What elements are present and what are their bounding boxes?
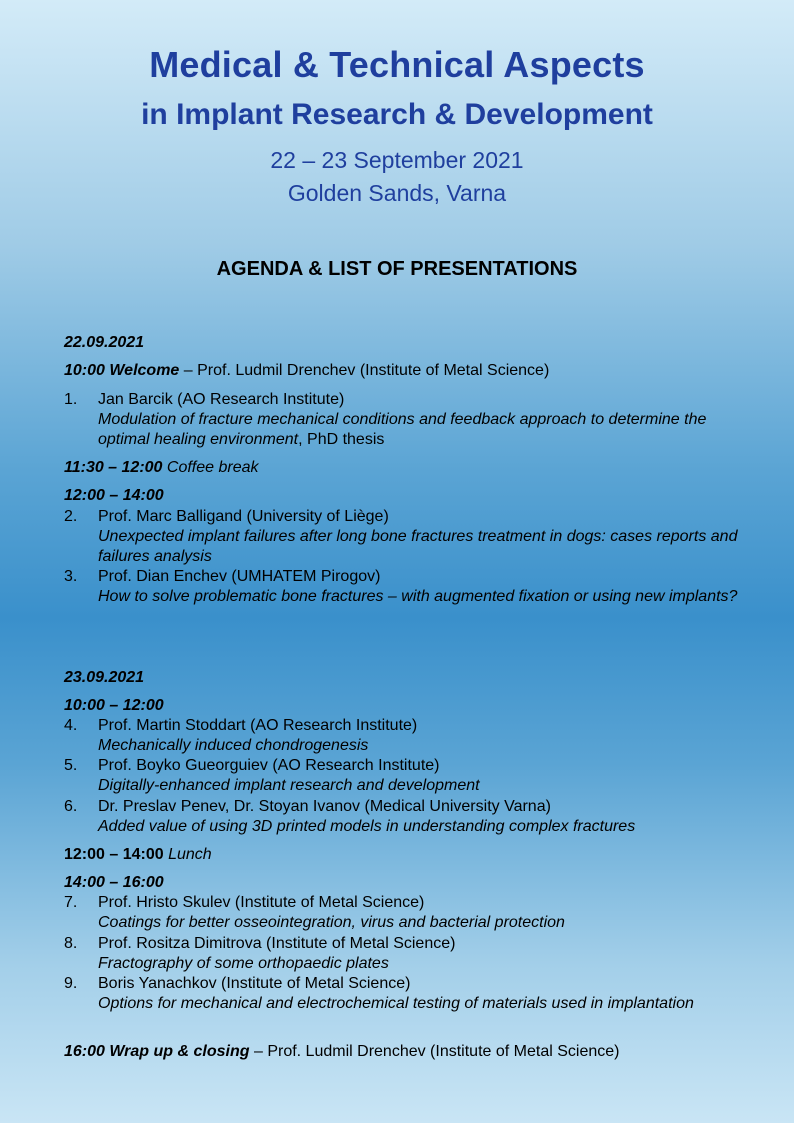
lunch-text: Lunch (163, 846, 212, 863)
welcome-line (64, 361, 549, 381)
presentation-speaker: Prof. Dian Enchev (UMHATEM Pirogov) (98, 568, 381, 585)
presentation-details (98, 390, 738, 450)
lunch-line (64, 845, 212, 865)
presentation-item (64, 893, 754, 933)
presentation-speaker: Jan Barcik (AO Research Institute) (98, 391, 345, 408)
presentation-details (98, 934, 738, 974)
presentation-number: 3. (64, 568, 78, 585)
presentation-details (98, 756, 738, 796)
presentation-item (64, 567, 754, 627)
presentation-item (64, 716, 754, 756)
presentation-title: Unexpected implant failures after long bone fractures treatment in dogs: cases reports and failures analysis (98, 528, 738, 565)
lunch-time: 12:00 – 14:00 (64, 846, 164, 863)
presentation-item (64, 974, 754, 1034)
presentation-number: 9. (64, 975, 78, 992)
presentation-title: Fractography of some orthopaedic plates (98, 955, 389, 972)
event-location: Golden Sands, Varna (287, 180, 507, 206)
presentation-speaker: Boris Yanachkov (Institute of Metal Science) (98, 975, 411, 992)
presentation-title: How to solve problematic bone fractures – with augmented fixation or using new implants? (98, 588, 738, 605)
presentation-title: Mechanically induced chondrogenesis (98, 737, 369, 754)
agenda-heading: AGENDA & LIST OF PRESENTATIONS (216, 258, 578, 280)
presentation-details (98, 893, 738, 933)
presentation-title: Digitally-enhanced implant research and development (98, 777, 480, 794)
presentation-item (64, 934, 754, 974)
coffee-text: Coffee break (162, 459, 259, 476)
coffee-break-line (64, 458, 259, 478)
presentation-details (98, 797, 738, 837)
presentation-title-tail: , PhD thesis (298, 431, 385, 448)
presentation-speaker: Prof. Boyko Gueorguiev (AO Research Institute) (98, 757, 440, 774)
presentation-number: 8. (64, 935, 78, 952)
presentation-speaker: Prof. Marc Balligand (University of Liège) (98, 508, 389, 525)
presentation-speaker: Prof. Martin Stoddart (AO Research Institute) (98, 717, 418, 734)
presentation-item (64, 797, 754, 837)
day1-date: 22.09.2021 (64, 334, 145, 351)
presentation-item (64, 507, 754, 567)
day2-slot2-time: 14:00 – 16:00 (64, 874, 164, 891)
presentation-details (98, 507, 738, 567)
presentation-title: Added value of using 3D printed models in understanding complex fractures (98, 818, 636, 835)
event-dates: 22 – 23 September 2021 (270, 147, 524, 173)
presentation-number: 2. (64, 508, 78, 525)
presentation-title: Modulation of fracture mechanical conditions and feedback approach to determine the optimal healing environment (98, 411, 707, 448)
presentation-speaker: Dr. Preslav Penev, Dr. Stoyan Ivanov (Medical University Varna) (98, 798, 551, 815)
presentation-details (98, 716, 738, 756)
day2-date: 23.09.2021 (64, 669, 145, 686)
presentation-number: 6. (64, 798, 78, 815)
welcome-text: – Prof. Ludmil Drenchev (Institute of Metal Science) (179, 362, 550, 379)
event-title: Medical & Technical Aspects (149, 44, 645, 85)
welcome-time: 10:00 Welcome (64, 362, 180, 379)
closing-line (64, 1042, 619, 1062)
presentation-number: 4. (64, 717, 78, 734)
presentation-title: Options for mechanical and electrochemical testing of materials used in implantation (98, 995, 694, 1012)
presentation-number: 5. (64, 757, 78, 774)
presentation-speaker: Prof. Rositza Dimitrova (Institute of Metal Science) (98, 935, 456, 952)
day1-slot2-time: 12:00 – 14:00 (64, 487, 164, 504)
presentation-item (64, 756, 754, 796)
event-subtitle: in Implant Research & Development (141, 98, 653, 131)
presentation-item (64, 390, 754, 452)
presentation-number: 7. (64, 894, 78, 911)
presentation-details (98, 974, 738, 1014)
coffee-time: 11:30 – 12:00 (64, 459, 163, 476)
presentation-title: Coatings for better osseointegration, virus and bacterial protection (98, 914, 565, 931)
presentation-number: 1. (64, 391, 78, 408)
closing-text: – Prof. Ludmil Drenchev (Institute of Metal Science) (249, 1043, 620, 1060)
closing-time: 16:00 Wrap up & closing (64, 1043, 250, 1060)
presentation-details (98, 567, 738, 607)
presentation-speaker: Prof. Hristo Skulev (Institute of Metal Science) (98, 894, 425, 911)
day2-slot1-time: 10:00 – 12:00 (64, 697, 164, 714)
